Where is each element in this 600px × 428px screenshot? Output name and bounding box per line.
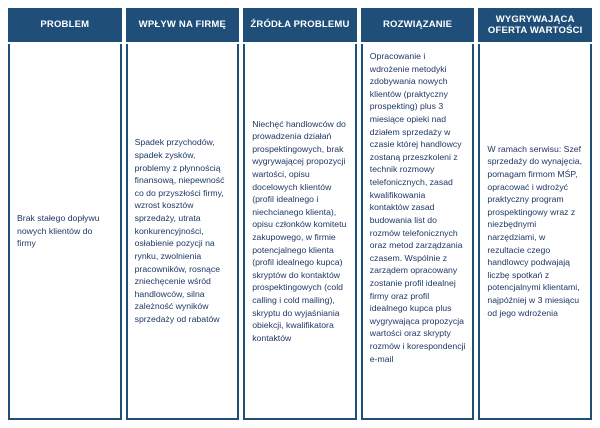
column-cell-solution-text: Opracowanie i wdrożenie metodyki zdobywania nowych klientów (praktyczny prospekting) plus 3 miesiące opieki nad działem sprzedaży w czasie której handlowcy zostaną przeszkoleni z technik rozmowy telefonicznych, zasad kwalifikowania kontaktów zasad budowania list do rozmów telefonicznych oraz metod zarządzania czasem. Wspólnie z zarządem opracowany zostanie profil idealnej firmy oraz profil idealnego kupca plus wygrywająca propozycja wartości oraz skrypty rozmów i korespondencji e-mail (369, 51, 468, 364)
column-header-solution: ROZWIĄZANIE (361, 8, 475, 42)
column-header-impact: WPŁYW NA FIRMĘ (126, 8, 240, 42)
column-cell-solution (361, 44, 475, 420)
column-value-proposition (478, 8, 592, 420)
column-header-value-proposition: WYGRYWAJĄCA OFERTA WARTOŚCI (478, 8, 592, 42)
column-cell-impact-text: Spadek przychodów, spadek zysków, problemy z płynnością finansową, niepewność co do przyszłości firmy, wzrost kosztów sprzedaży, utrata konkurencyjności, osłabienie pozycji na rynku, zwolnienia pracowników, rosnące zniechęcenie wśród handlowców, silna zależność wyników sprzedaży od rabatów (134, 137, 227, 324)
column-cell-value-proposition (478, 44, 592, 420)
column-cell-value-proposition-text: W ramach serwisu: Szef sprzedaży do wynajęcia, pomagam firmom MŚP, opracować i wdrożyć praktyczny program prospektingowy wraz z niezbędnymi narzędziami, w rezultacie czego handlowcy podwajają liczbę spotkań z potencjalnymi klientami, najpóźniej w 3 miesiącu od jego wdrożenia (487, 143, 585, 318)
column-cell-impact (126, 44, 240, 420)
column-header-problem: PROBLEM (8, 8, 122, 42)
column-impact (126, 8, 240, 420)
table-grid (8, 8, 592, 420)
column-header-sources: ŹRÓDŁA PROBLEMU (243, 8, 357, 42)
column-solution (361, 8, 475, 420)
column-cell-problem-text: Brak stałego dopływu nowych klientów do firmy (17, 213, 102, 249)
column-cell-sources (243, 44, 357, 420)
column-sources (243, 8, 357, 420)
column-cell-problem (8, 44, 122, 420)
column-cell-sources-text: Niechęć handlowców do prowadzenia działań prospektingowych, brak wygrywającej propozycji wartości, opisu docelowych klientów (profil idealnego i niechcianego klienta), opisu członków komitetu zakupowego, w firmie potencjalnego klienta (profil idealnego kupca) skryptów do kontaktów prospektingowych (cold calling i cold mailing), skryptu do wyjaśniania obiekcji, kwalifikatora kontaktów (252, 118, 349, 343)
column-problem (8, 8, 122, 420)
